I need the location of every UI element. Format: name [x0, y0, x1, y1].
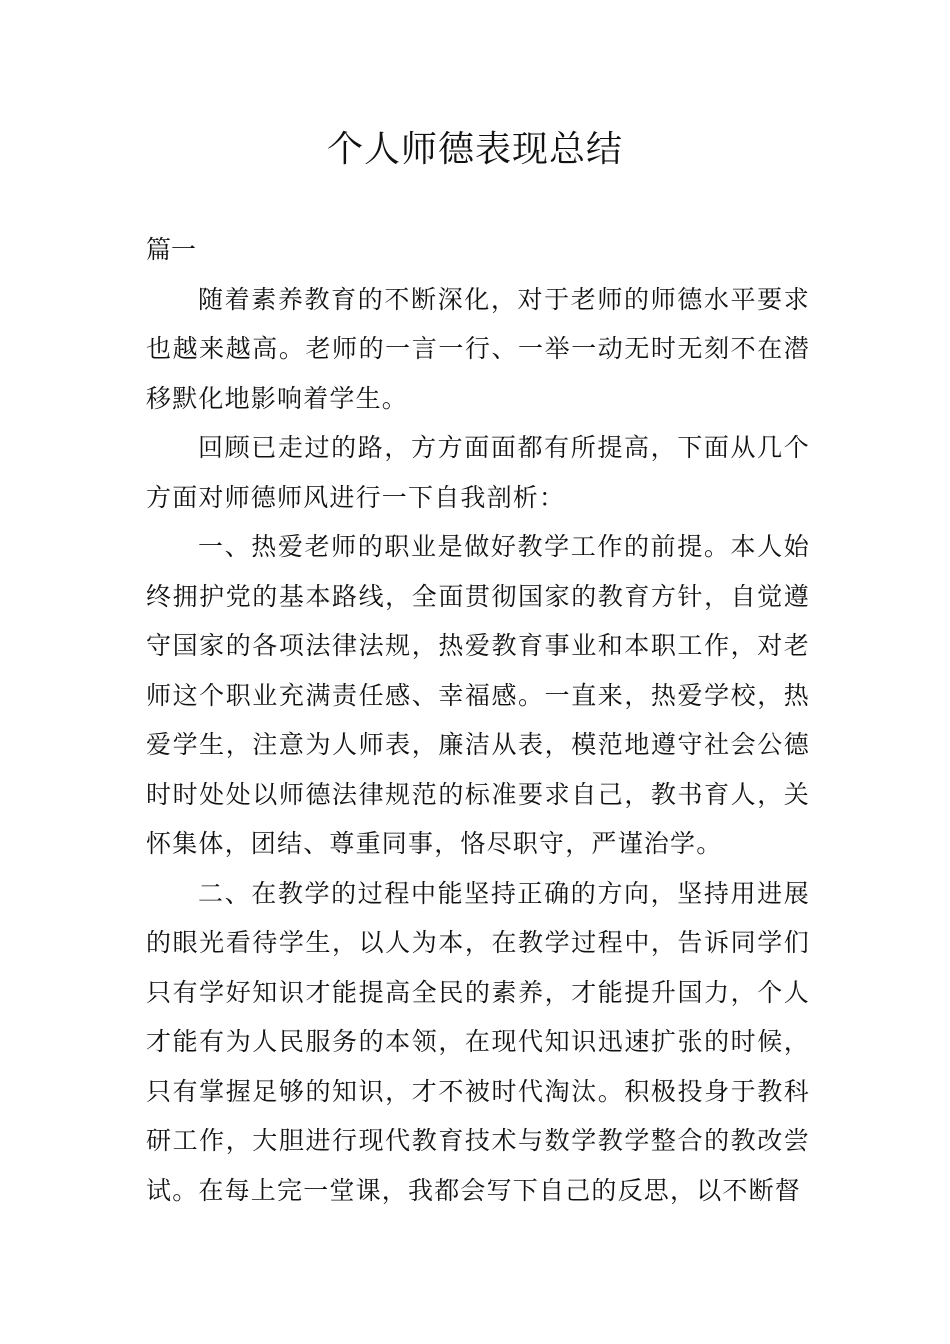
document-body: [146, 225, 810, 1215]
paragraph-review: 回顾已走过的路，方方面面都有所提高，下面从几个方面对师德师风进行一下自我剖析：: [146, 433, 810, 512]
paragraph-point-two: 二、在教学的过程中能坚持正确的方向，坚持用进展的眼光看待学生，以人为本，在教学过程中，告诉同学们只有学好知识才能提高全民的素养，才能提升国力，个人才能有为人民服务的本领，在现代知识迅速扩张的时候，只有掌握足够的知识，才不被时代淘汰。积极投身于教科研工作，大胆进行现代教育技术与数学教学整合的教改尝试。在每上完一堂课，我都会写下自己的反思，以不断督: [146, 878, 810, 1205]
paragraph-point-one: 一、热爱老师的职业是做好教学工作的前提。本人始终拥护党的基本路线，全面贯彻国家的教育方针，自觉遵守国家的各项法律法规，热爱教育事业和本职工作，对老师这个职业充满责任感、幸福感。一直来，热爱学校，热爱学生，注意为人师表，廉洁从表，模范地遵守社会公德时时处处以师德法律规范的标准要求自己，教书育人，关怀集体，团结、尊重同事，恪尽职守，严谨治学。: [146, 532, 810, 858]
document-title: 个人师德表现总结: [326, 129, 623, 170]
section-label: 篇一: [146, 235, 197, 264]
paragraph-intro: 随着素养教育的不断深化，对于老师的师德水平要求也越来越高。老师的一言一行、一举一动无时无刻不在潜移默化地影响着学生。: [146, 284, 810, 413]
